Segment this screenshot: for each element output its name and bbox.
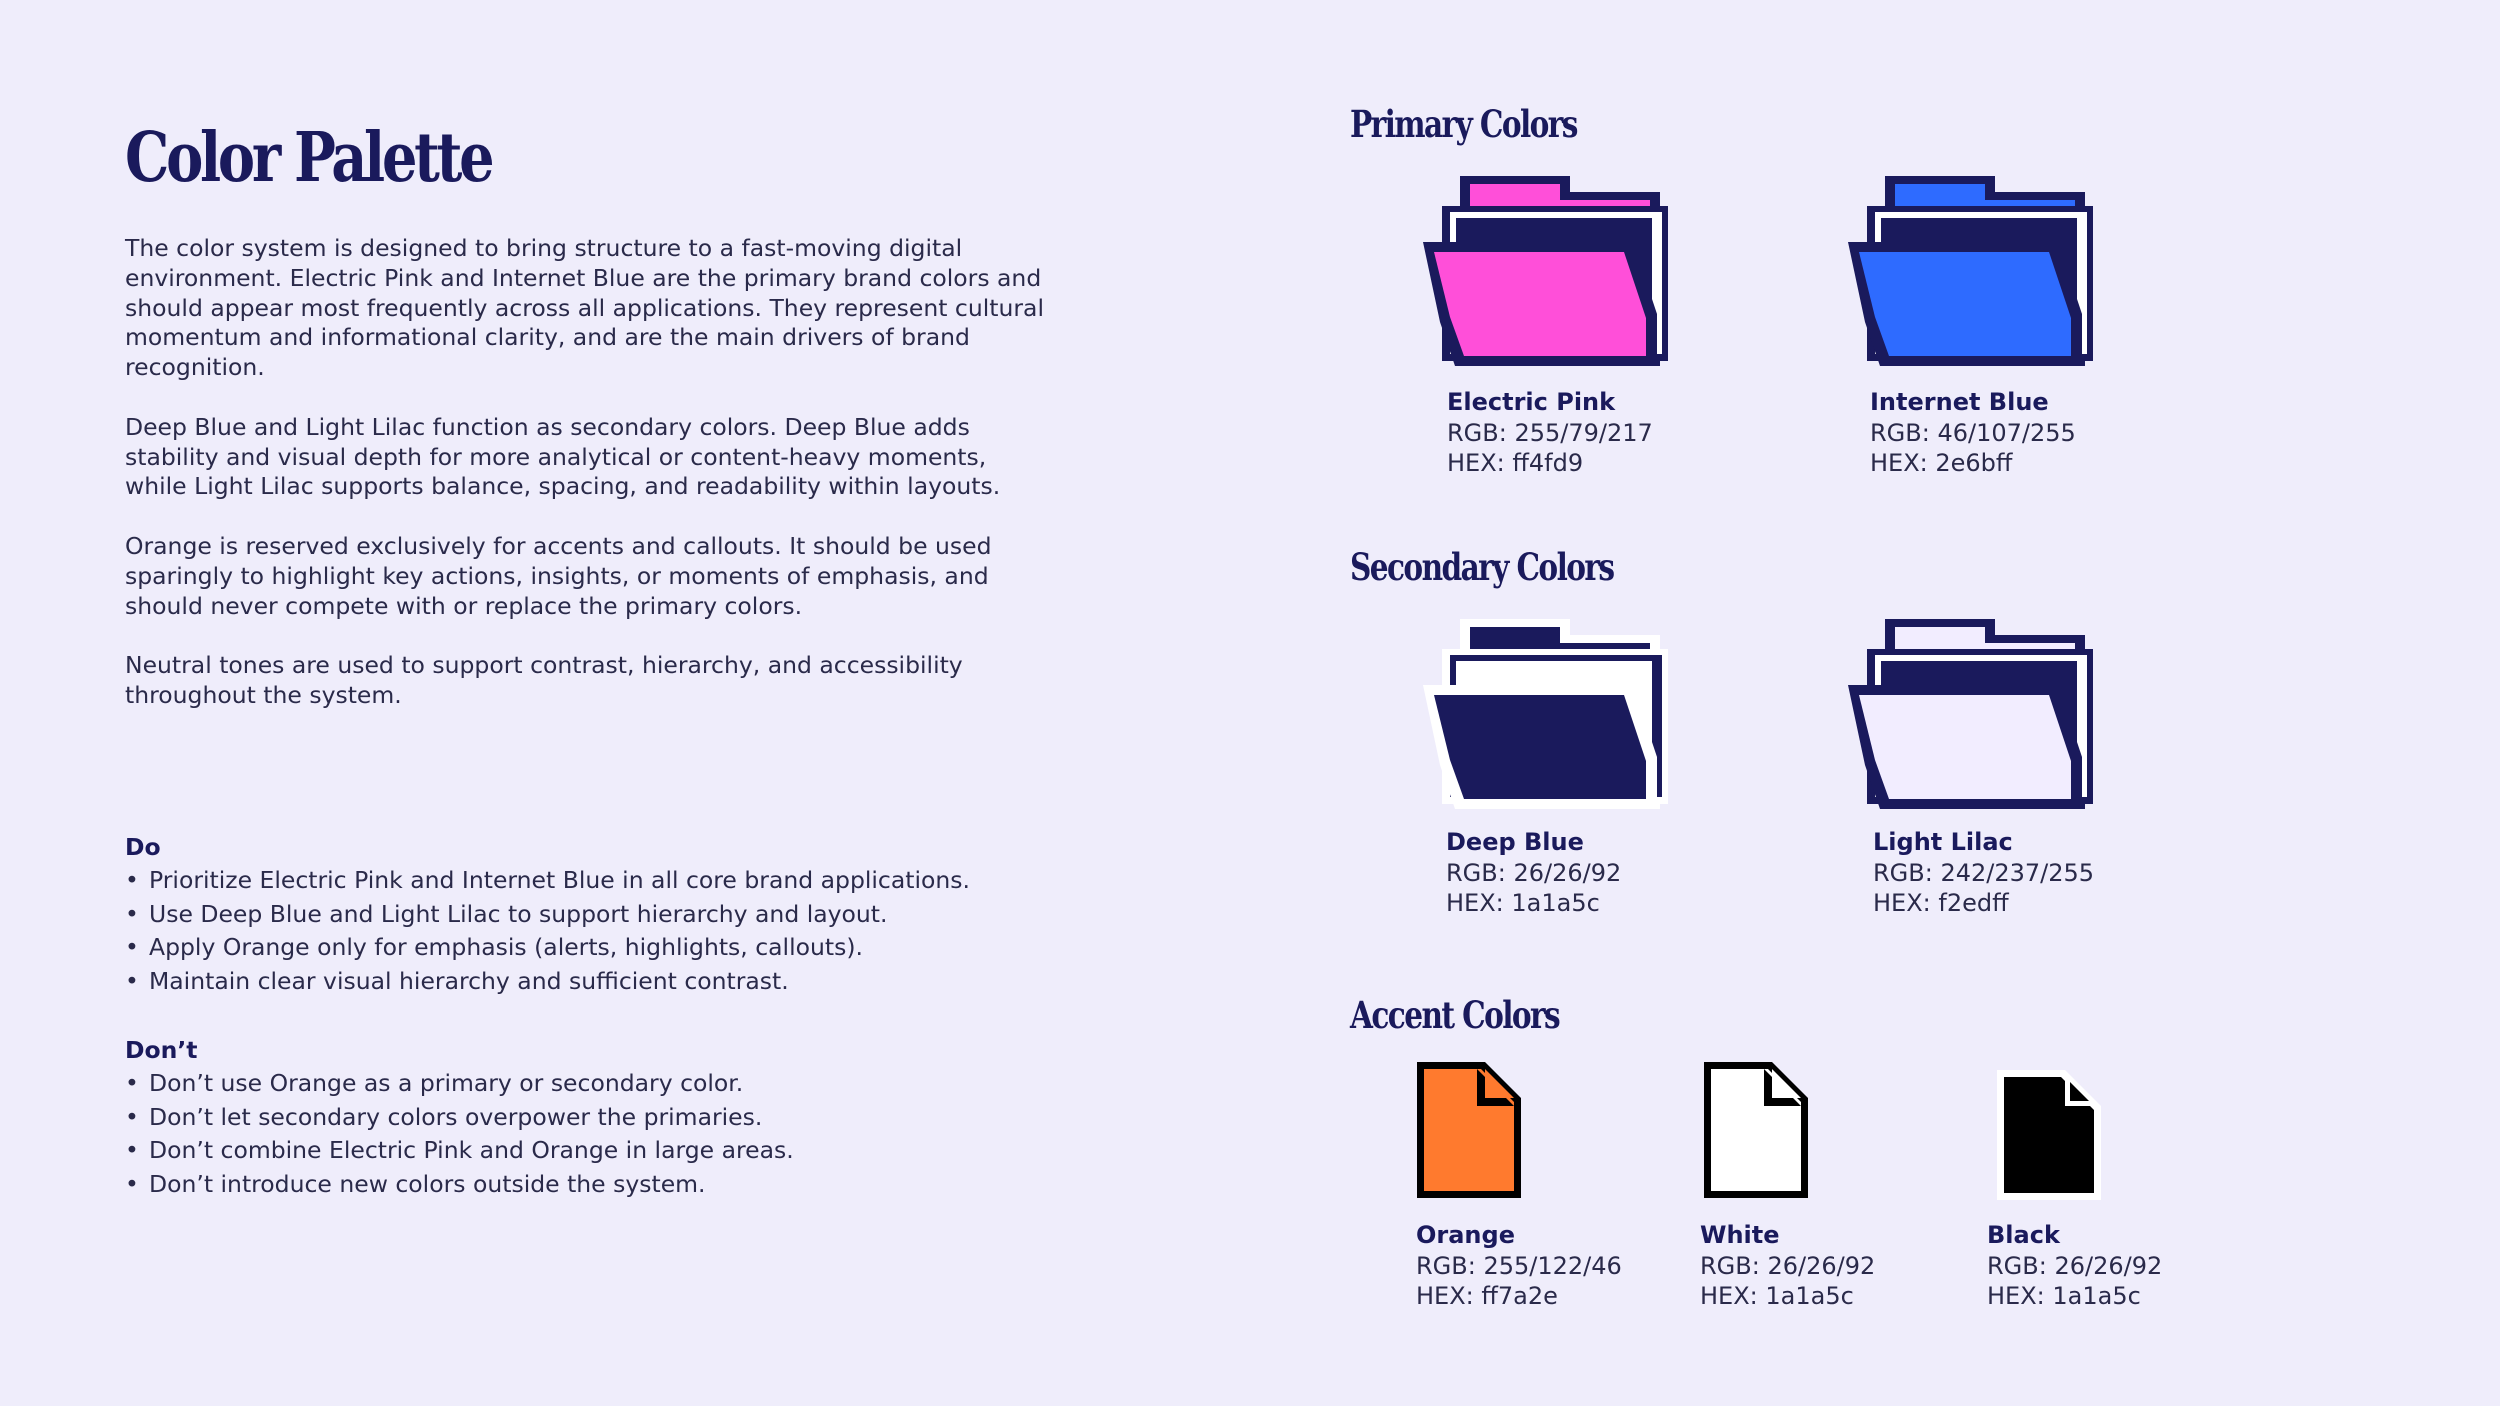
white-file-icon (1702, 1060, 1812, 1200)
intro-paragraph: The color system is designed to bring structure to a fast-moving digital environment. Electric Pink and Internet Blue are the primary brand colors and should appear most frequently across all applications. They represent cultural momentum and informational clarity, and are the main drivers of brand recognition. (125, 234, 1044, 382)
do-list (125, 832, 1105, 998)
color-hex: HEX: 2e6bff (1870, 449, 2013, 477)
color-hex: HEX: f2edff (1873, 889, 2009, 917)
color-rgb: RGB: 26/26/92 (1446, 858, 1622, 887)
electric-pink-info (1447, 387, 1653, 479)
color-rgb: RGB: 26/26/92 (1987, 1251, 2163, 1280)
do-heading: Do (125, 833, 161, 861)
color-name: Internet Blue (1870, 388, 2049, 416)
intro-paragraph: Deep Blue and Light Lilac function as secondary colors. Deep Blue adds stability and visual depth for more analytical or content-heavy moments, while Light Lilac supports balance, spacing, and readability within layouts. (125, 412, 1001, 501)
deep-blue-folder-icon (1420, 615, 1690, 810)
do-item: • Apply Orange only for emphasis (alerts, highlights, callouts). (125, 933, 863, 962)
color-name: Orange (1416, 1221, 1515, 1249)
dont-item: • Don’t let secondary colors overpower the primaries. (125, 1102, 763, 1131)
dont-item: • Don’t combine Electric Pink and Orange in large areas. (125, 1136, 794, 1165)
color-hex: HEX: ff7a2e (1416, 1282, 1558, 1310)
light-lilac-folder-icon (1845, 615, 2115, 810)
do-item: • Maintain clear visual hierarchy and sufficient contrast. (125, 966, 789, 995)
secondary-colors-heading: Secondary Colors (1350, 545, 1614, 589)
internet-blue-folder-icon (1845, 172, 2115, 367)
internet-blue-info (1870, 387, 2076, 479)
orange-info (1416, 1220, 1622, 1312)
do-item: • Prioritize Electric Pink and Internet Blue in all core brand applications. (125, 866, 970, 894)
color-name: Deep Blue (1446, 828, 1584, 856)
color-rgb: RGB: 242/237/255 (1873, 858, 2095, 887)
dont-heading: Don’t (125, 1036, 198, 1064)
dont-item: • Don’t use Orange as a primary or secondary color. (125, 1069, 744, 1097)
color-name: White (1700, 1221, 1780, 1249)
dont-item: • Don’t introduce new colors outside the system. (125, 1169, 706, 1198)
black-info (1987, 1220, 2162, 1312)
color-hex: HEX: 1a1a5c (1446, 889, 1600, 917)
color-name: Electric Pink (1447, 388, 1616, 416)
color-hex: HEX: 1a1a5c (1987, 1282, 2141, 1310)
dont-list (125, 1035, 1105, 1201)
color-rgb: RGB: 46/107/255 (1870, 418, 2076, 447)
do-item: • Use Deep Blue and Light Lilac to support hierarchy and layout. (125, 899, 888, 928)
color-hex: HEX: ff4fd9 (1447, 449, 1584, 477)
electric-pink-folder-icon (1420, 172, 1690, 367)
color-name: Light Lilac (1873, 828, 2013, 856)
orange-file-icon (1415, 1060, 1525, 1200)
deep-blue-info (1446, 827, 1621, 919)
intro-paragraph: Neutral tones are used to support contrast, hierarchy, and accessibility throughout the system. (125, 651, 963, 709)
accent-colors-heading: Accent Colors (1350, 993, 1560, 1037)
color-rgb: RGB: 26/26/92 (1700, 1251, 1876, 1280)
color-rgb: RGB: 255/79/217 (1447, 418, 1653, 447)
intro-paragraph: Orange is reserved exclusively for accents and callouts. It should be used sparingly to highlight key actions, insights, or moments of emphasis, and should never compete with or replace the primary colors. (125, 531, 992, 620)
intro-text (125, 234, 1055, 741)
light-lilac-info (1873, 827, 2094, 919)
page-title: Color Palette (125, 118, 492, 198)
color-rgb: RGB: 255/122/46 (1416, 1251, 1622, 1280)
color-hex: HEX: 1a1a5c (1700, 1282, 1854, 1310)
primary-colors-heading: Primary Colors (1350, 102, 1577, 146)
black-file-icon (1995, 1068, 2105, 1208)
color-name: Black (1987, 1221, 2060, 1249)
white-info (1700, 1220, 1875, 1312)
